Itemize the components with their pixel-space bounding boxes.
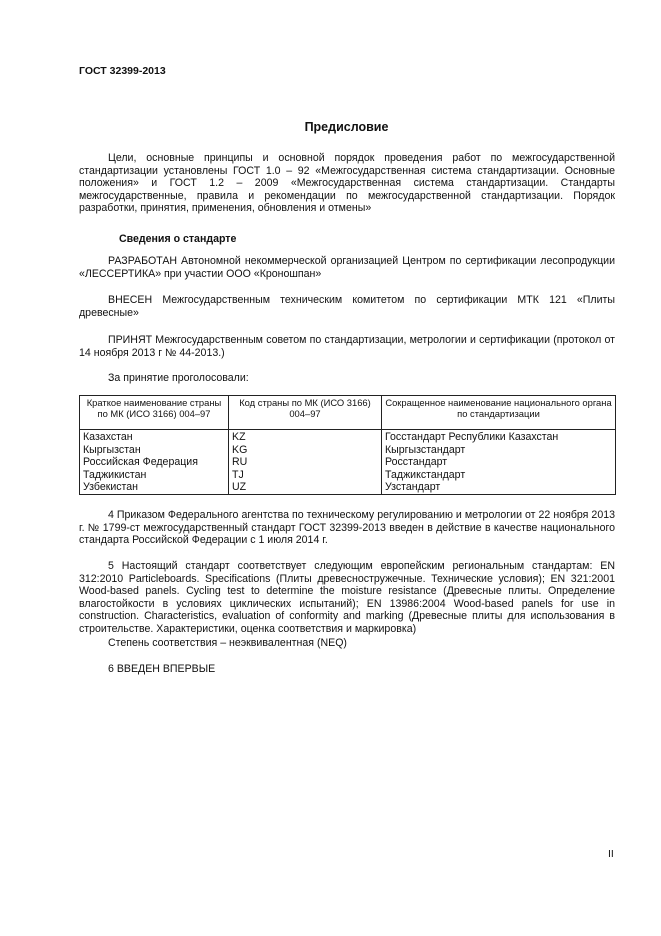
cell-country: Казахстан — [80, 430, 229, 444]
item-6-paragraph: 6 ВВЕДЕН ВПЕРВЫЕ — [108, 663, 216, 675]
cell-body: Кыргызстандарт — [382, 444, 616, 457]
cell-country: Таджикистан — [80, 469, 229, 482]
page-title: Предисловие — [304, 120, 389, 134]
header-standards-body: Сокращенное наименование национального органа по стандартизации — [382, 396, 616, 430]
cell-country: Кыргызстан — [80, 444, 229, 457]
voting-table — [79, 395, 616, 495]
item-4-paragraph: 4 Приказом Федерального агентства по техническому регулированию и метрологии от 22 ноября 2013 г. № 1799-ст межгосударственный стандарт ГОСТ 32399-2013 введен в действие в качестве национального стандарта Российской Федерации с 1 июля 2014 г. — [79, 509, 615, 547]
table-header-row — [80, 396, 616, 430]
section-heading: Сведения о стандарте — [119, 233, 237, 245]
voted-label: За принятие проголосовали: — [108, 372, 249, 384]
cell-code: KG — [229, 444, 382, 457]
table-row — [80, 430, 616, 444]
header-country-name: Краткое наименование страны по МК (ИСО 3166) 004–97 — [80, 396, 229, 430]
cell-body: Госстандарт Республики Казахстан — [382, 430, 616, 444]
header-country-code: Код страны по МК (ИСО 3166) 004–97 — [229, 396, 382, 430]
cell-country: Узбекистан — [80, 481, 229, 494]
table-row — [80, 469, 616, 482]
table-row — [80, 444, 616, 457]
cell-body: Узстандарт — [382, 481, 616, 494]
cell-code: RU — [229, 456, 382, 469]
page-number: II — [608, 848, 614, 860]
developed-paragraph: РАЗРАБОТАН Автономной некоммерческой организацией Центром по сертификации лесопродукции «ЛЕССЕРТИКА» при участии ООО «Кроношпан» — [79, 255, 615, 280]
table-row — [80, 456, 616, 469]
cell-code: TJ — [229, 469, 382, 482]
cell-code: KZ — [229, 430, 382, 444]
adopted-paragraph: ПРИНЯТ Межгосударственным советом по стандартизации, метрологии и сертификации (протокол от 14 ноября 2013 г № 44-2013.) — [79, 334, 615, 359]
table-row — [80, 481, 616, 494]
cell-body: Росстандарт — [382, 456, 616, 469]
cell-country: Российская Федерация — [80, 456, 229, 469]
conformity-paragraph: Степень соответствия – неэквивалентная (NEQ) — [108, 637, 347, 649]
document-code: ГОСТ 32399-2013 — [79, 65, 166, 77]
cell-body: Таджикстандарт — [382, 469, 616, 482]
cell-code: UZ — [229, 481, 382, 494]
introduced-paragraph: ВНЕСЕН Межгосударственным техническим комитетом по сертификации МТК 121 «Плиты древесные» — [79, 294, 615, 319]
intro-paragraph: Цели, основные принципы и основной порядок проведения работ по межгосударственной стандартизации установлены ГОСТ 1.0 – 92 «Межгосударственная система стандартизации. Основные положения» и ГОСТ 1.2 – 2009 «Межгосударственная система стандартизации. Стандарты межгосударственные, правила и рекомендации по межгосударственной стандартизации. Порядок разработки, принятия, применения, обновления и отмены» — [79, 152, 615, 215]
item-5-paragraph: 5 Настоящий стандарт соответствует следующим европейским региональным стандартам: EN 312:2010 Particleboards. Specifications (Плиты древесностружечные. Технические условия); EN 321:2001 Wood-based panels. Cycling test to determine the moisture resistance (Древесные плиты. Определение влагостойкости в условиях циклических испытаний); EN 13986:2004 Wood-based panels for use in construction. Characteristics, evaluation of conformity and marking (Древесные плиты для использования в строительстве. Характеристики, оценка соответствия и маркировка) — [79, 560, 615, 635]
